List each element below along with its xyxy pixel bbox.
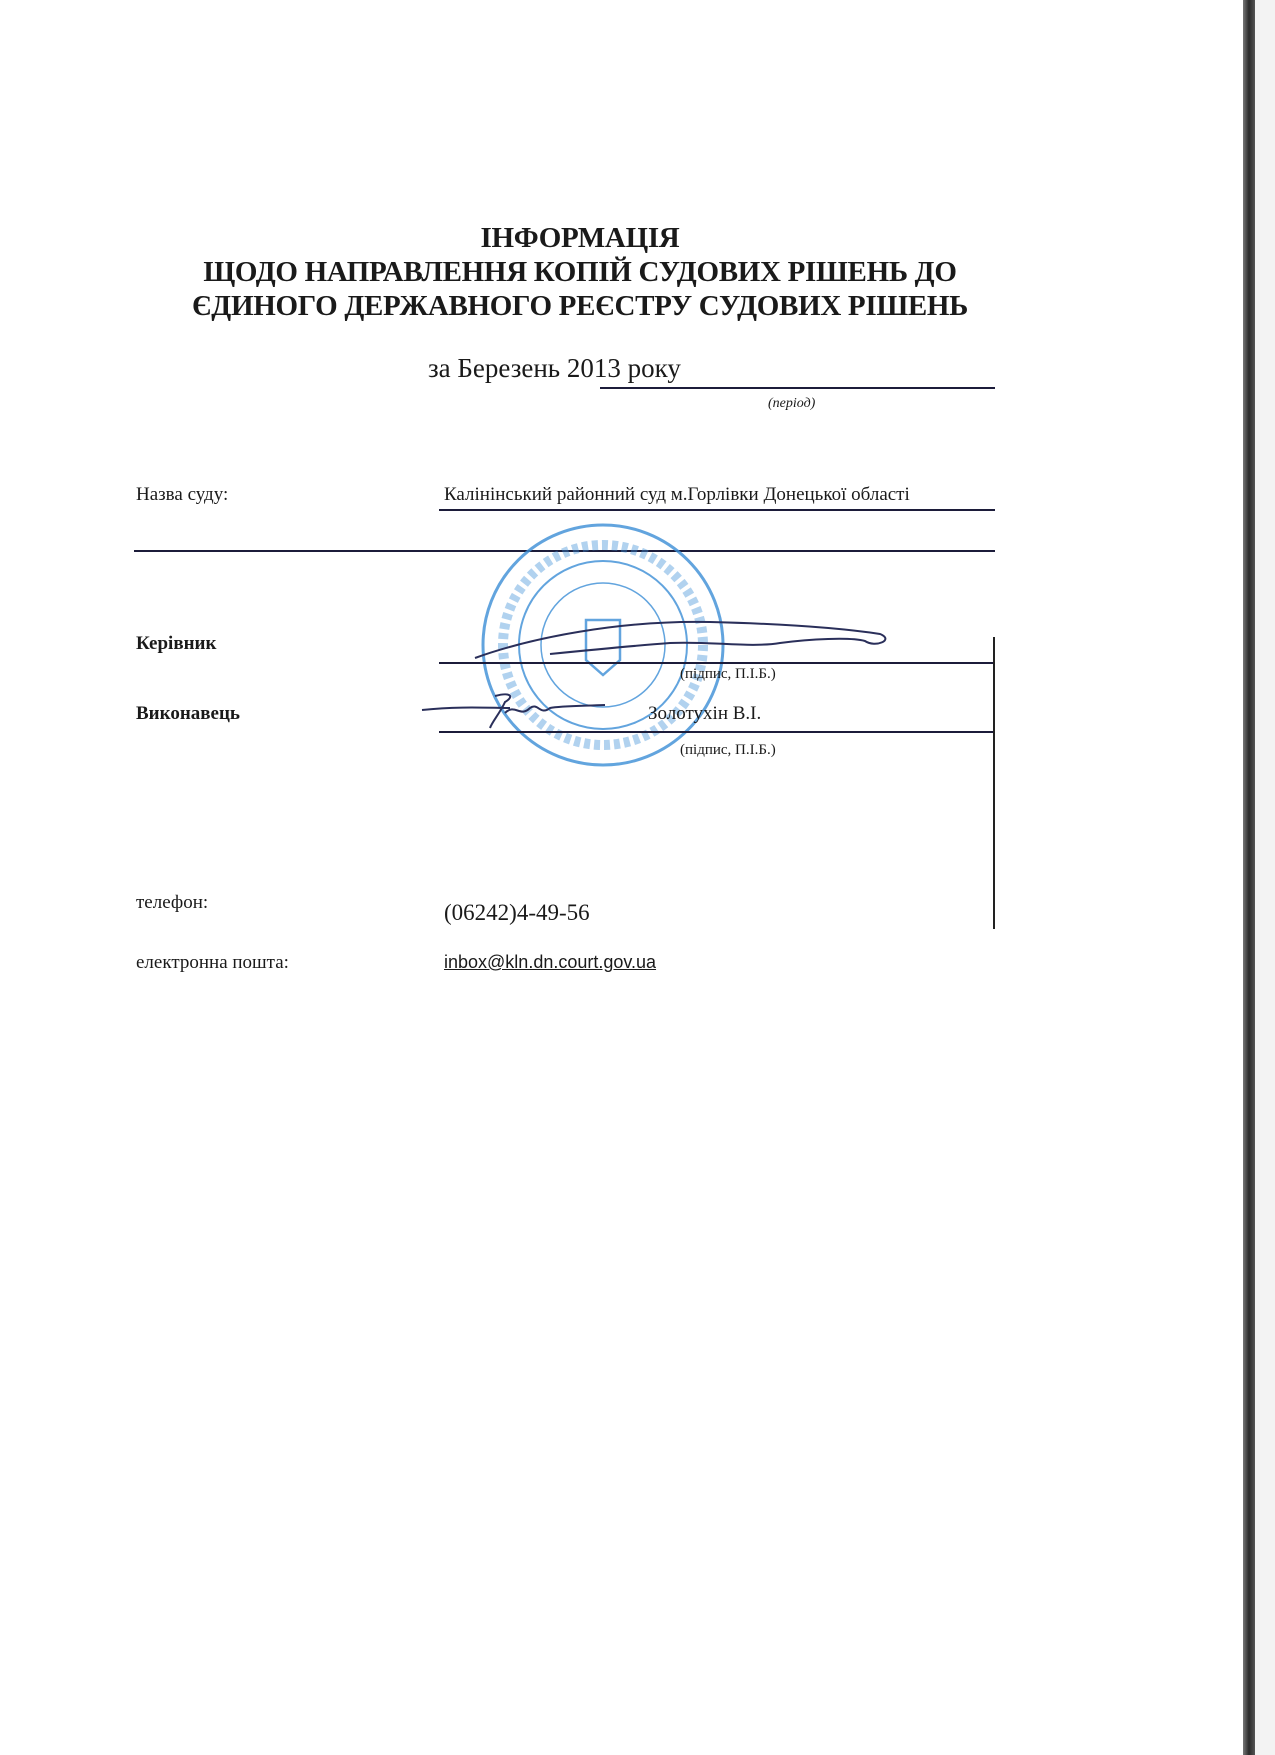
phone-label: телефон: [136,892,209,913]
court-label: Назва суду: [136,484,229,505]
head-signature [470,612,900,660]
court-underline [439,509,995,511]
executor-caption: (підпис, П.І.Б.) [680,742,776,758]
right-border-line [993,637,995,929]
head-caption: (підпис, П.І.Б.) [680,666,776,682]
court-name: Калінінський районний суд м.Горлівки Донецької області [444,484,910,505]
period-value: за Березень 2013 року [428,353,681,383]
head-label: Керівник [136,633,217,654]
period-underline [600,387,995,389]
phone-value: (06242)4-49-56 [444,900,590,925]
executor-label: Виконавець [136,703,240,724]
title-line-3: ЄДИНОГО ДЕРЖАВНОГО РЕЄСТРУ СУДОВИХ РІШЕНЬ [191,290,969,322]
executor-name: Золотухін В.І. [648,703,762,724]
period-caption: (період) [768,396,816,411]
title-line-2: ЩОДО НАПРАВЛЕННЯ КОПІЙ СУДОВИХ РІШЕНЬ ДО [203,256,957,288]
executor-signature [420,688,620,730]
scan-edge-shadow [1243,0,1255,1755]
scan-edge-margin [1255,0,1275,1755]
executor-signature-line [439,731,995,733]
title-line-1: ІНФОРМАЦІЯ [480,222,680,254]
email-link[interactable]: inbox@kln.dn.court.gov.ua [444,952,657,972]
email-label: електронна пошта: [136,952,289,973]
head-signature-line [439,662,995,664]
